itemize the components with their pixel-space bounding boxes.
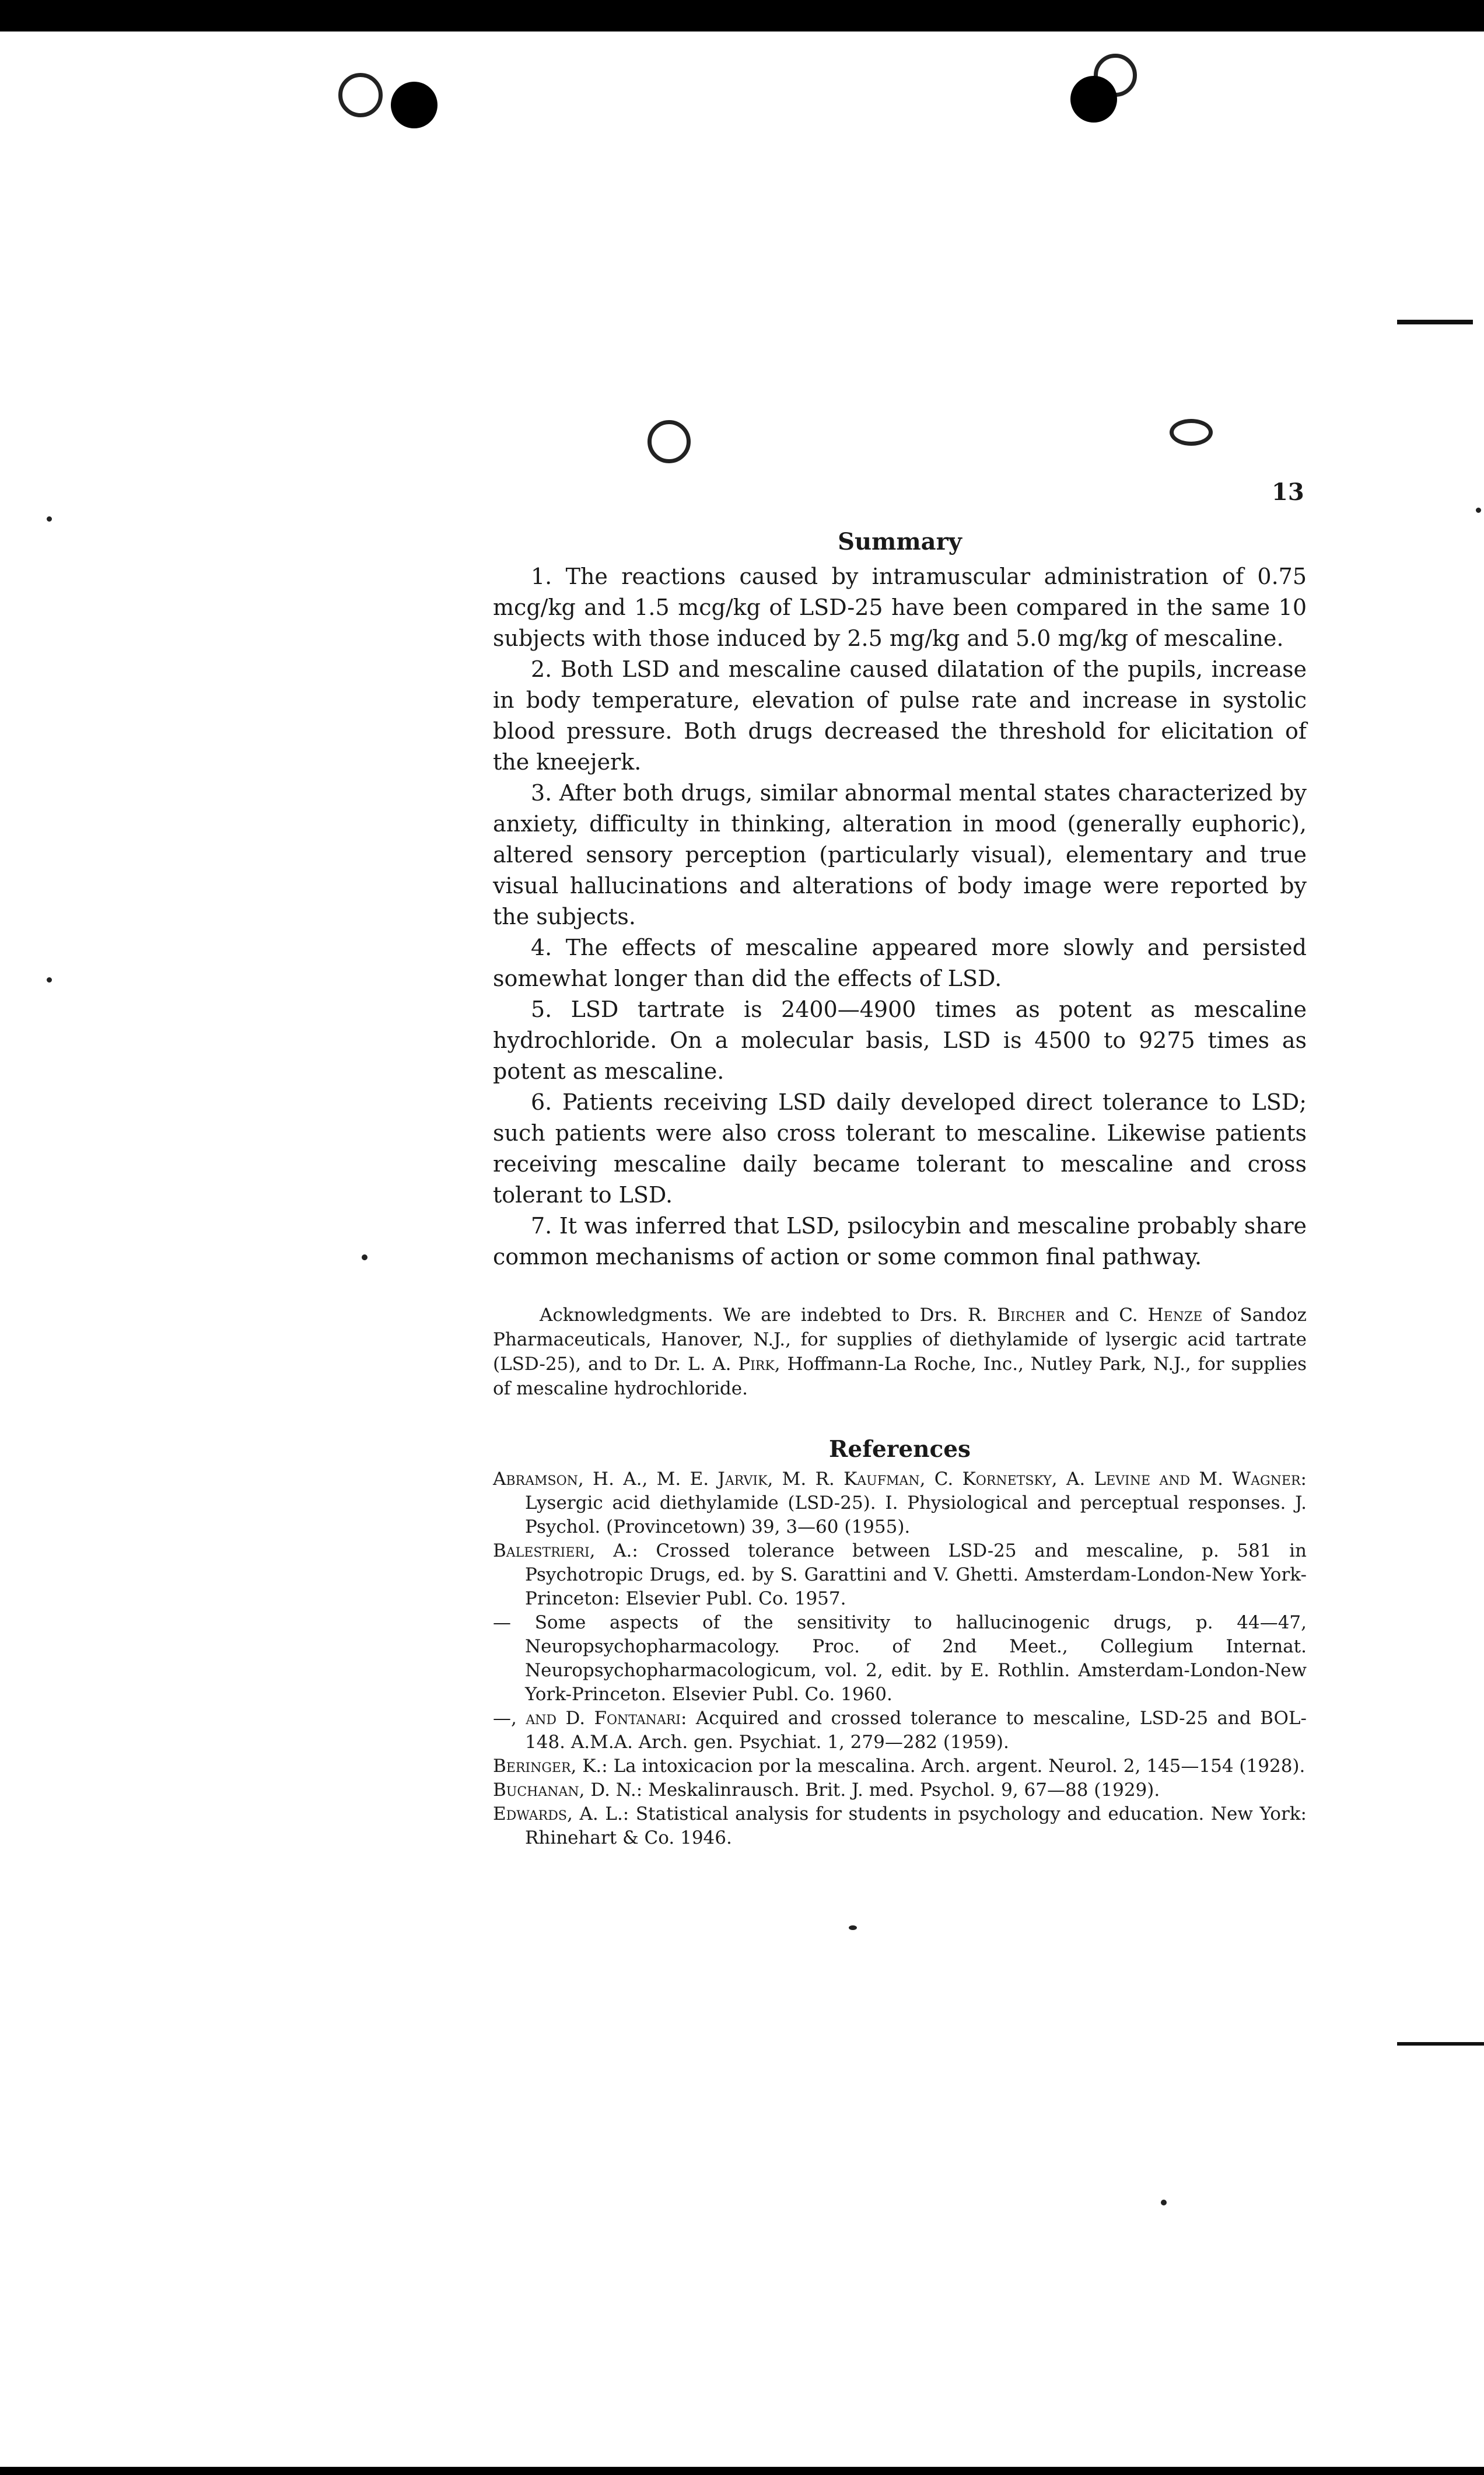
acknowledgments-label: Acknowledgments. bbox=[540, 1305, 713, 1326]
summary-item: 4. The effects of mescaline appeared more slowly and persisted somewhat longer than did the effects of LSD. bbox=[493, 935, 1307, 991]
summary-item: 6. Patients receiving LSD daily developed direct tolerance to LSD; such patients were also cross tolerant to mescaline. Likewise patients receiving mescaline daily became tolerant to mescaline and cross tolerant to LSD. bbox=[493, 1089, 1307, 1208]
reference-text: Meskalinrausch. Brit. J. med. Psychol. 9, 67—88 (1929). bbox=[642, 1780, 1160, 1801]
reference-item bbox=[493, 1611, 1307, 1707]
article-body bbox=[493, 528, 1307, 1850]
reference-item bbox=[493, 1539, 1307, 1611]
scan-border-bottom bbox=[0, 2467, 1484, 2475]
ack-text: We are indebted to Drs. bbox=[713, 1305, 968, 1326]
reference-author: Buchanan, D. N.: bbox=[493, 1780, 643, 1801]
scan-speck bbox=[47, 516, 52, 522]
ack-text: and bbox=[1065, 1305, 1119, 1326]
ack-name: C. Henze bbox=[1119, 1305, 1203, 1326]
reference-item bbox=[493, 1754, 1307, 1778]
scan-mark-right-top bbox=[1397, 320, 1473, 324]
scan-speck bbox=[47, 977, 52, 983]
scan-speck bbox=[849, 1925, 857, 1930]
ack-name: R. Bircher bbox=[968, 1305, 1065, 1326]
reference-text: Some aspects of the sensitivity to hallucinogenic drugs, p. 44—47, Neuropsychopharmacology. Proc. of 2nd Meet., Collegium Internat. Neuropsychopharmacologicum, vol. 2, edit. by E. Rothlin. Amsterdam-London-New York-Princeton. Elsevier Publ. Co. 1960. bbox=[511, 1612, 1307, 1705]
reference-author: Beringer, K.: bbox=[493, 1756, 608, 1777]
scan-speck bbox=[1161, 2200, 1167, 2205]
reference-author: Abramson, H. A., M. E. Jarvik, M. R. Kaufman, C. Kornetsky, A. Levine and M. Wagner: bbox=[493, 1469, 1307, 1490]
scan-mark-right-bottom bbox=[1397, 2042, 1484, 2046]
reference-item bbox=[493, 1802, 1307, 1850]
summary-item: 1. The reactions caused by intramuscular administration of 0.75 mcg/kg and 1.5 mcg/kg of LSD-25 have been compared in the same 10 subjects with those induced by 2.5 mg/kg and 5.0 mg/kg of mescaline. bbox=[493, 564, 1307, 651]
ack-name: Pirk bbox=[738, 1354, 775, 1375]
reference-item bbox=[493, 1467, 1307, 1539]
scan-border-top bbox=[0, 0, 1484, 32]
summary-item: 2. Both LSD and mescaline caused dilatation of the pupils, increase in body temperature, elevation of pulse rate and increase in systolic blood pressure. Both drugs decreased the threshold for elicitation of the kneejerk. bbox=[493, 656, 1307, 775]
reference-author: Balestrieri, A.: bbox=[493, 1540, 638, 1561]
scan-speck bbox=[1476, 508, 1481, 513]
punch-hole-ring-mid-right bbox=[1170, 419, 1213, 446]
page-number: 13 bbox=[1272, 478, 1304, 506]
reference-text: Lysergic acid diethylamide (LSD-25). I. Physiological and perceptual responses. J. Psychol. (Provincetown) 39, 3—60 (1955). bbox=[525, 1492, 1307, 1537]
reference-author: — bbox=[493, 1612, 511, 1633]
reference-author: Edwards, A. L.: bbox=[493, 1803, 629, 1824]
summary-item: 7. It was inferred that LSD, psilocybin and mescaline probably share common mechanisms of action or some common final pathway. bbox=[493, 1213, 1307, 1270]
ack-text: , Hoffmann-La Roche, Inc., Nutley Park, N.J., for supplies of mescaline hydrochloride. bbox=[493, 1354, 1307, 1399]
summary-heading: Summary bbox=[838, 528, 962, 555]
summary-item: 3. After both drugs, similar abnormal mental states characterized by anxiety, difficulty in thinking, alteration in mood (generally euphoric), altered sensory perception (particularly visual), elementary and true visual hallucinations and alterations of body image were reported by the subjects. bbox=[493, 780, 1307, 929]
reference-item bbox=[493, 1778, 1307, 1802]
punch-hole-right bbox=[1070, 76, 1117, 123]
reference-text: Acquired and crossed tolerance to mescaline, LSD-25 and BOL-148. A.M.A. Arch. gen. Psychiat. 1, 279—282 (1959). bbox=[525, 1708, 1307, 1753]
ack-text: of Sandoz Pharmaceuticals, Hanover, N.J., for supplies of diethylamide of lysergic acid tartrate (LSD-25), and to Dr. L. A. bbox=[493, 1305, 1307, 1375]
reference-text: Crossed tolerance between LSD-25 and mescaline, p. 581 in Psychotropic Drugs, ed. by S. Garattini and V. Ghetti. Amsterdam-London-New York-Princeton: Elsevier Publ. Co. 1957. bbox=[525, 1540, 1307, 1609]
reference-item bbox=[493, 1707, 1307, 1754]
punch-hole-left bbox=[391, 82, 438, 128]
summary-item: 5. LSD tartrate is 2400—4900 times as potent as mescaline hydrochloride. On a molecular basis, LSD is 4500 to 9275 times as potent as mescaline. bbox=[493, 997, 1307, 1084]
punch-hole-ring-mid-left bbox=[648, 420, 691, 463]
references-heading: References bbox=[828, 1436, 971, 1463]
scan-speck bbox=[362, 1254, 368, 1260]
reference-author: —, and D. Fontanari: bbox=[493, 1708, 687, 1729]
acknowledgments bbox=[493, 1303, 1307, 1401]
reference-text: Statistical analysis for students in psychology and education. New York: Rhinehart & Co. 1946. bbox=[525, 1803, 1307, 1848]
punch-hole-ring-left bbox=[338, 73, 383, 117]
reference-text: La intoxicacion por la mescalina. Arch. argent. Neurol. 2, 145—154 (1928). bbox=[607, 1756, 1306, 1777]
